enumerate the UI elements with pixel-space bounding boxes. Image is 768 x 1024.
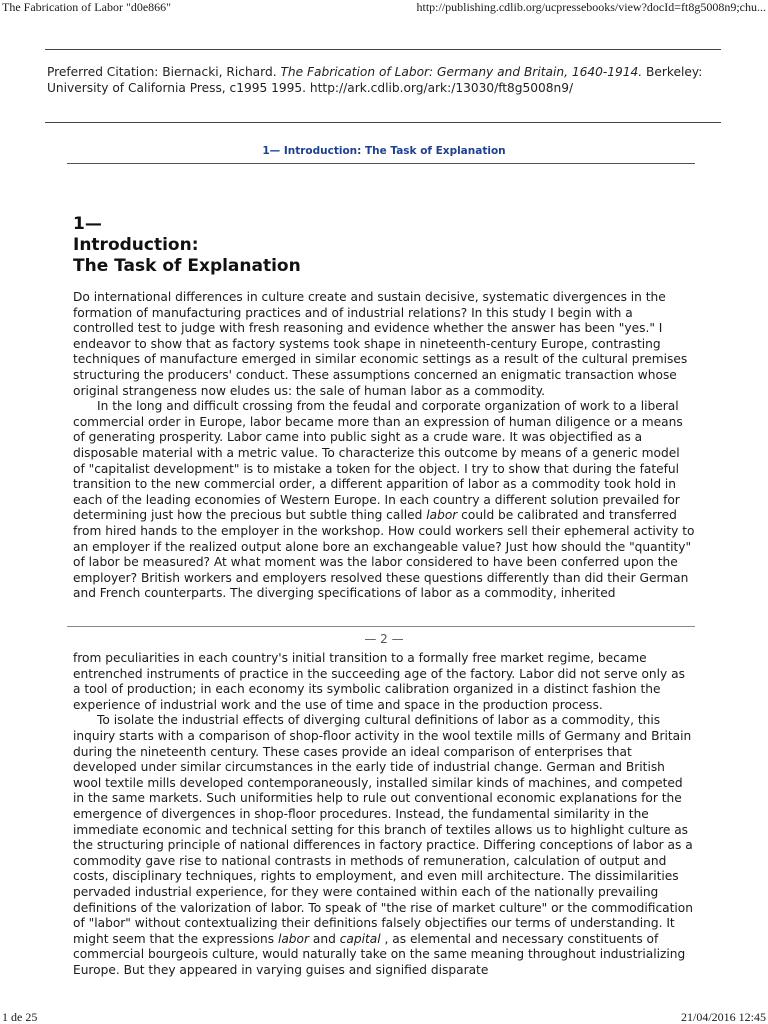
citation-publisher: Berkeley: University of California Press, c1995 1995. [47,65,703,95]
paragraph-1: Do international differences in culture create and sustain decisive, systematic divergences in the formation of manufacturing practices and of industrial relations? In this study I begin with a controlled test to judge with fresh reasoning and evidence whether the answer has been "yes." I endeavor to show that as factory systems took shape in nineteenth-century Europe, contrasting techniques of manufacture emerged in similar economic settings as a result of the cultural premises structuring the producers' conduct. These assumptions concerned an enigmatic transaction whose original strangeness now eludes us: the sale of human labor as a commodity. [73,290,688,398]
citation-book-title: The Fabrication of Labor: Germany and Britain, 1640-1914. [280,65,643,79]
print-footer [0,1010,768,1024]
citation-ark-link[interactable]: http://ark.cdlib.org/ark:/13030/ft8g5008n9/ [309,81,574,95]
print-footer-page: 1 de 25 [2,1010,38,1024]
paragraph-4-emphasis-labor: labor [277,931,309,946]
citation-label: Preferred Citation: Biernacki, Richard. [47,65,281,79]
chapter-link-text[interactable]: 1— Introduction: The Task of Explanation [262,145,506,157]
paragraph-2 [73,399,695,602]
chapter-heading-line2: The Task of Explanation [73,256,301,276]
print-header [0,0,768,14]
page-number: — 2 — [364,632,404,646]
body-section-page-2 [73,651,695,978]
print-footer-datetime: 21/04/2016 12:45 [680,1010,766,1024]
paragraph-4-text-b: , as elemental and necessary constituents of commercial bourgeois culture, would naturally take on the same meaning throughout industrializing Europe. But they appeared in varying guises and signified disparate [73,931,686,977]
page-break-rule [67,626,695,627]
paragraph-4-text-a: To isolate the industrial effects of diverging cultural definitions of labor as a commodity, this inquiry starts with a comparison of shop-floor activity in the wool textile mills of Germany and Britain during the nineteenth century. These cases provide an ideal comparison of enterprises that developed under similar circumstances in the early tide of industrial change. German and British wool textile mills developed contemporaneously, installed similar kinds of machines, and competed in the same markets. Such uniformities help to rule out conventional economic explanations for the emergence of divergences in shop-floor procedures. Instead, the fundamental similarity in the immediate economic and technical setting for this branch of textiles allows us to highlight culture as the structuring principle of national differences in factory practice. Differing conceptions of labor as a commodity gave rise to national contrasts in methods of remuneration, calculation of output and costs, disciplinary techniques, rights to employment, and even mill architecture. The dissimilarities pervaded industrial experience, for they were contained within each of the nationally prevailing definitions of the valorization of labor. To speak of "the rise of market culture" or the commodification of "labor" without contextualizing their definitions falsely objectifies our terms of understanding. It might seem that the expressions [73,713,693,946]
paragraph-4-emphasis-capital: capital [339,931,381,946]
paragraph-2-text-b: could be calibrated and transferred from hired hands to the employer in the workshop. How could workers sell their ephemeral activity to an employer if the realized output alone bore an exchangeable value? Just how should the "quantity" of labor be measured? At what moment was the labor considered to have been conferred upon the employer? British workers and employers resolved these questions differently than did their German and French counterparts. The diverging specifications of labor as a commodity, inherited [73,508,695,601]
chapter-heading-line1: Introduction: [73,235,199,255]
paragraph-4 [73,713,695,978]
preferred-citation [47,64,717,96]
paragraph-3: from peculiarities in each country's initial transition to a formally free market regime, became entrenched instruments of practice in the succeeding age of the factory. Labor did not serve only as a tool of production; in each economy its symbolic calibration organized in a distinct fashion the experience of industrial work and the use of time and space in the production process. [73,651,685,712]
top-rule [45,49,721,50]
paragraph-4-text-mid: and [309,931,340,946]
body-section-page-1 [73,290,695,602]
chapter-link-rule [67,163,695,164]
paragraph-2-emphasis: labor [426,508,458,523]
print-header-url: http://publishing.cdlib.org/ucpressebooks/view?docId=ft8g5008n9;chu... [416,0,766,14]
citation-bottom-rule [45,122,721,123]
paragraph-2-text-a: In the long and difficult crossing from the feudal and corporate organization of work to a liberal commercial order in Europe, labor became more than an expression of human diligence or a means of generating prosperity. Labor came into public sight as a crude ware. It was objectified as a disposable material with a metric value. To characterize this outcome by means of a generic model of "capitalist development" is to mistake a token for the object. I try to show that during the fateful transition to the new commercial order, a different apparition of labor as a commodity took hold in each of the leading economies of Western Europe. In each country a different solution prevailed for determining just how the precious but subtle thing called [73,399,683,523]
chapter-nav-link [0,144,768,158]
print-header-title: The Fabrication of Labor "d0e866" [2,0,172,14]
chapter-number: 1— [73,214,102,234]
chapter-heading [73,214,693,277]
